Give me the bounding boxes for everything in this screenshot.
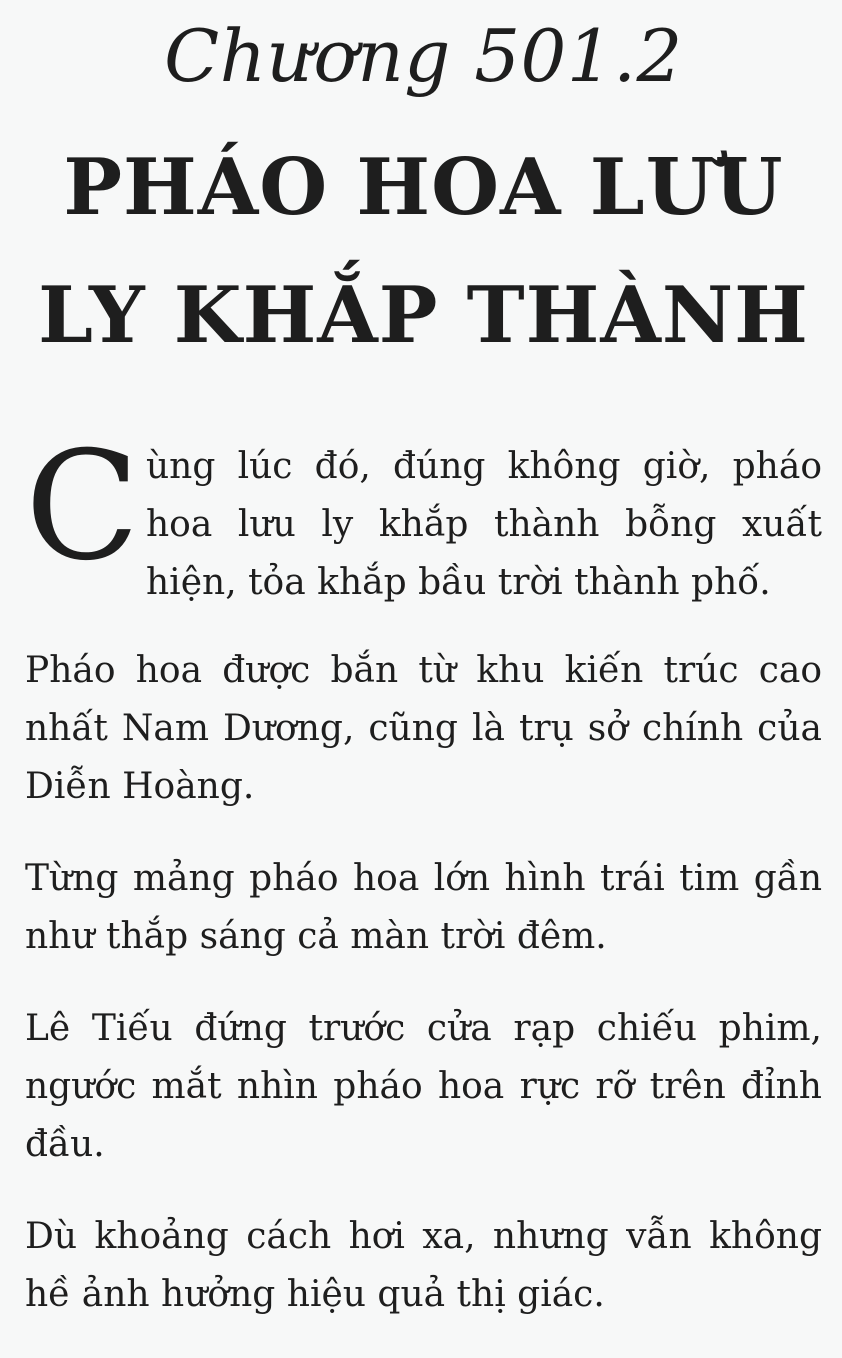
paragraph-3: Từng mảng pháo hoa lớn hình trái tim gần như thắp sáng cả màn trời đêm. (25, 858, 822, 957)
chapter-number: Chương 501.2 (164, 14, 683, 98)
paragraph-1-text: ùng lúc đó, đúng không giờ, pháo hoa lưu ly khắp thành bỗng xuất hiện, tỏa khắp bầu trời thành phố. (146, 446, 822, 603)
paragraph-2: Pháo hoa được bắn từ khu kiến trúc cao nhất Nam Dương, cũng là trụ sở chính của Diễn Hoàng. (25, 650, 822, 807)
paragraph-5: Dù khoảng cách hơi xa, nhưng vẫn không hề ảnh hưởng hiệu quả thị giác. (25, 1216, 822, 1315)
paragraph-1 (25, 420, 822, 612)
paragraph-4: Lê Tiếu đứng trước cửa rạp chiếu phim, ngước mắt nhìn pháo hoa rực rỡ trên đỉnh đầu. (25, 1008, 822, 1165)
chapter-title (25, 104, 822, 380)
chapter-title-line-1: PHÁO HOA LƯU (63, 142, 784, 233)
drop-cap: C (25, 420, 140, 594)
chapter-body (25, 420, 822, 1324)
chapter-title-line-2: LY KHẮP THÀNH (38, 270, 809, 361)
